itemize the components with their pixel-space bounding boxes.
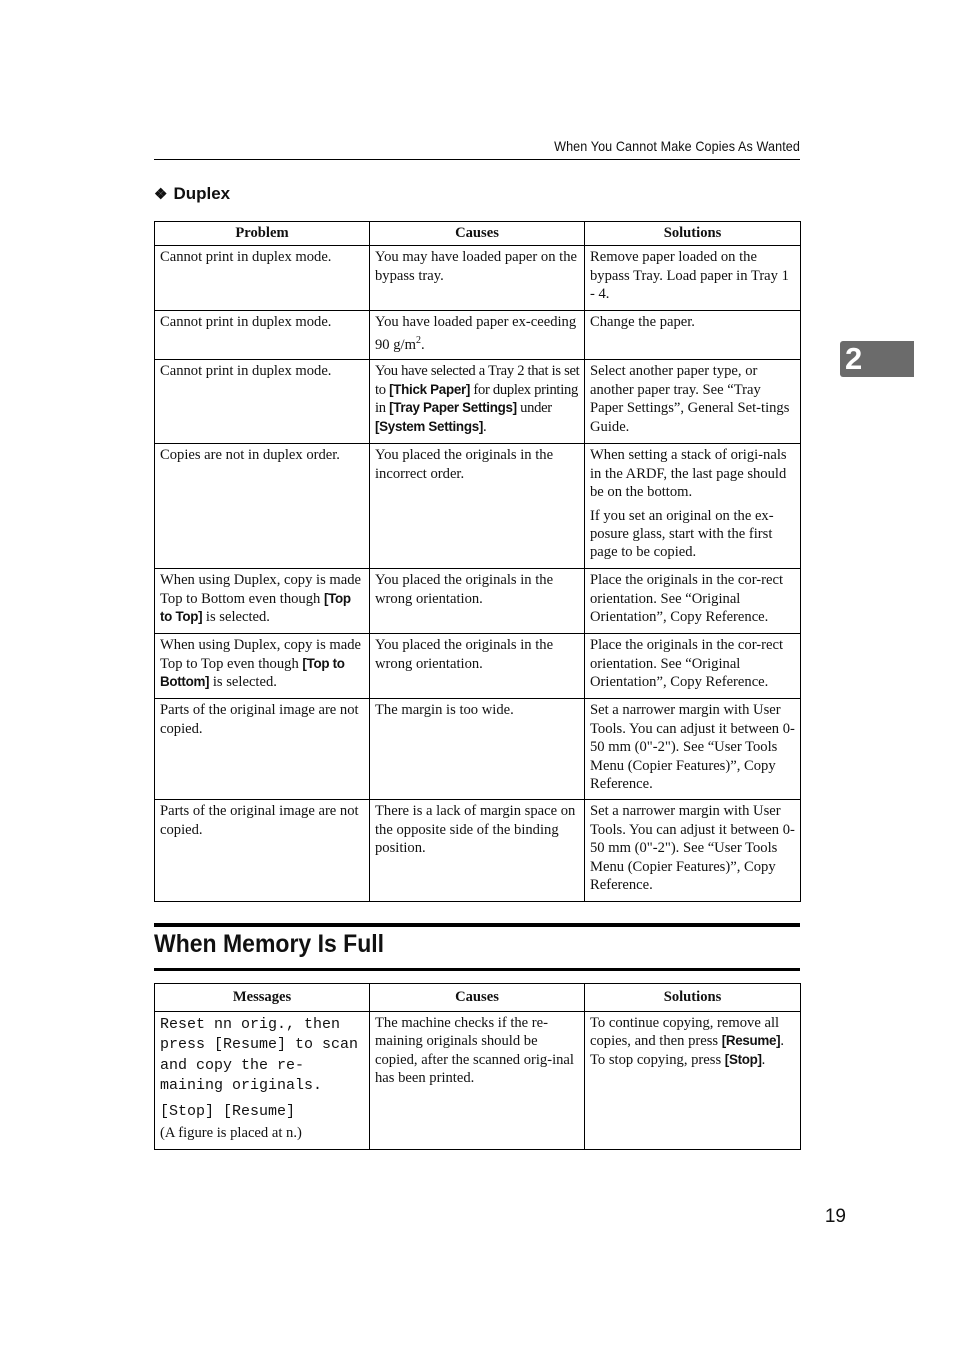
- chapter-tab: 2: [840, 341, 914, 377]
- memory-table-header: [155, 984, 801, 1012]
- superscript: 2: [415, 334, 421, 346]
- problem-cell: [155, 569, 370, 634]
- solution-cell: Select another paper type, or another paper tray. See “Tray Paper Settings”, General Set-tings Guide.: [585, 360, 801, 444]
- key-label: [Resume]: [721, 1033, 781, 1049]
- table-row: [155, 246, 801, 311]
- problem-cell: Copies are not in duplex order.: [155, 444, 370, 569]
- solution-text: To continue copying, remove all copies, and then press: [590, 1015, 780, 1050]
- cause-text: You have loaded paper ex-ceeding 90 g/m: [375, 314, 577, 353]
- problem-text: is selected.: [209, 674, 277, 691]
- solution-cell: Place the originals in the cor-rect orientation. See “Original Orientation”, Copy Reference.: [585, 634, 801, 699]
- problem-cell: [155, 634, 370, 699]
- cause-cell: There is a lack of margin space on the opposite side of the binding position.: [370, 800, 585, 902]
- solution-cell: [585, 1012, 801, 1150]
- problem-text: When using Duplex, copy is made Top to Bottom even though: [160, 572, 362, 607]
- message-text: Reset nn orig., then press [Resume] to scan and copy the re-maining originals.: [160, 1016, 359, 1095]
- table-row: [155, 1012, 801, 1150]
- key-label: [System Settings]: [375, 418, 484, 434]
- cause-cell: You placed the originals in the wrong orientation.: [370, 634, 585, 699]
- header-rule: [154, 159, 800, 160]
- key-label: [Top to Bottom]: [160, 655, 345, 690]
- cause-text: .: [483, 418, 487, 435]
- solution-text: . To stop copying, press: [590, 1033, 784, 1068]
- cause-cell: The margin is too wide.: [370, 699, 585, 800]
- cause-text: You have selected a Tray 2 that is set to: [375, 363, 580, 398]
- problem-cell: Cannot print in duplex mode.: [155, 311, 370, 360]
- problem-cell: Cannot print in duplex mode.: [155, 246, 370, 311]
- page-number: 19: [824, 1206, 846, 1227]
- cause-cell: You placed the originals in the wrong orientation.: [370, 569, 585, 634]
- solution-cell: [585, 444, 801, 569]
- table-row: [155, 800, 801, 902]
- table-row: [155, 311, 801, 360]
- solution-paragraph: If you set an original on the ex-posure glass, start with the first page to be copied.: [590, 507, 774, 561]
- section-title: When Memory Is Full: [154, 930, 385, 958]
- problem-text: is selected.: [202, 609, 270, 626]
- table-row: [155, 360, 801, 444]
- table-row: [155, 699, 801, 800]
- cause-text: .: [420, 336, 425, 353]
- key-label: [Thick Paper]: [389, 381, 471, 397]
- solution-paragraph: When setting a stack of origi-nals in the ARDF, the last page should be on the bottom.: [590, 447, 787, 501]
- cause-text: under: [516, 400, 552, 417]
- key-label: [Stop]: [724, 1051, 762, 1067]
- duplex-heading-text: Duplex: [173, 184, 231, 203]
- cause-text: for duplex printing in: [375, 381, 578, 417]
- message-keys: [Stop] [Resume]: [160, 1102, 296, 1120]
- cause-cell: The machine checks if the re-maining originals should be copied, after the scanned orig-inal has been printed.: [370, 1012, 585, 1150]
- duplex-table-header: [155, 222, 801, 246]
- column-header-causes: Causes: [370, 222, 585, 246]
- column-header-messages: Messages: [155, 984, 370, 1012]
- message-cell: [155, 1012, 370, 1150]
- column-header-causes: Causes: [370, 984, 585, 1012]
- cause-cell: [370, 311, 585, 360]
- solution-cell: Set a narrower margin with User Tools. You can adjust it between 0-50 mm (0"-2"). See “User Tools Menu (Copier Features)”, Copy Reference.: [585, 699, 801, 800]
- table-row: [155, 569, 801, 634]
- problem-cell: Parts of the original image are not copied.: [155, 699, 370, 800]
- problem-text: When using Duplex, copy is made Top to Top even though: [160, 637, 362, 672]
- problem-cell: Parts of the original image are not copied.: [155, 800, 370, 902]
- table-row: [155, 634, 801, 699]
- running-header: When You Cannot Make Copies As Wanted: [554, 138, 800, 154]
- section-rule-bottom: [154, 968, 800, 971]
- key-label: [Tray Paper Settings]: [389, 400, 517, 416]
- solution-cell: Set a narrower margin with User Tools. You can adjust it between 0-50 mm (0"-2"). See “User Tools Menu (Copier Features)”, Copy Reference.: [585, 800, 801, 902]
- diamond-bullet-icon: ❖: [154, 186, 168, 203]
- column-header-solutions: Solutions: [585, 984, 801, 1012]
- memory-table: [154, 983, 801, 1150]
- section-rule-top: [154, 923, 800, 927]
- table-row: [155, 444, 801, 569]
- solution-cell: Remove paper loaded on the bypass Tray. Load paper in Tray 1 - 4.: [585, 246, 801, 311]
- column-header-solutions: Solutions: [585, 222, 801, 246]
- duplex-heading: [154, 184, 230, 204]
- column-header-problem: Problem: [155, 222, 370, 246]
- cause-cell: You may have loaded paper on the bypass tray.: [370, 246, 585, 311]
- duplex-table: [154, 221, 801, 902]
- cause-cell: You placed the originals in the incorrect order.: [370, 444, 585, 569]
- message-note: (A figure is placed at n.): [160, 1125, 302, 1142]
- cause-cell: [370, 360, 585, 444]
- problem-cell: Cannot print in duplex mode.: [155, 360, 370, 444]
- key-label: [Top to Top]: [160, 590, 351, 625]
- solution-text: .: [761, 1051, 766, 1068]
- solution-cell: Change the paper.: [585, 311, 801, 360]
- solution-cell: Place the originals in the cor-rect orientation. See “Original Orientation”, Copy Reference.: [585, 569, 801, 634]
